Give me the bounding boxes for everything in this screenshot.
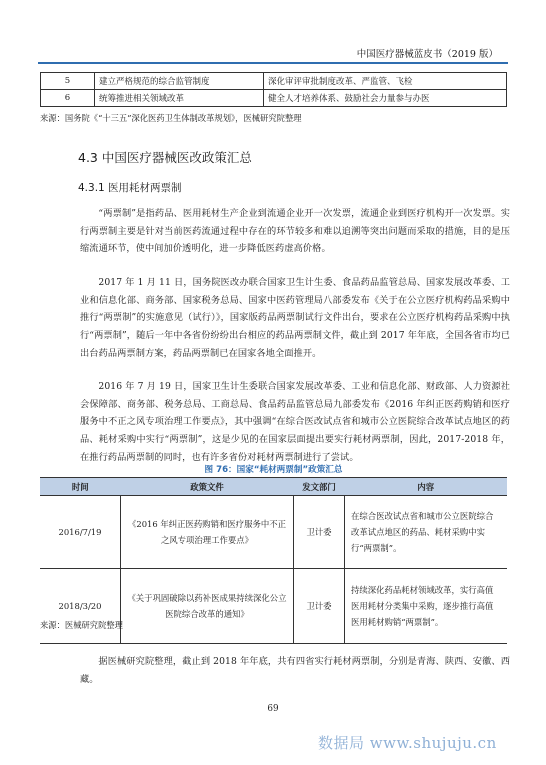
policy-dept: 卫计委 [294,569,345,644]
column-header: 时间 [40,478,121,496]
column-header: 内容 [345,478,508,496]
table-source: 来源：医械研究院整理 [40,620,123,630]
subsection-heading: 4.3.1 医用耗材两票制 [78,182,182,194]
table-row [40,496,507,569]
table-row [40,569,507,644]
policy-dept: 卫计委 [294,496,345,569]
reform-item: 建立严格规范的综合监管制度 [95,73,264,90]
row-number: 6 [41,90,95,107]
reform-table [40,72,507,107]
paragraph-text: 2017 年 1 月 11 日，国务院医改办联合国家卫生计生委、食品药品监管总局、国家发展改革委、工业和信息化部、商务部、国家税务总局、国家中医药管理局八部委发布《关于在公立医疗机构药品采购中推行“两票制”的实施意见（试行）》，国家版药品两票制试行文件出台，要求在公立医疗机构药品采购中执行“两票制”，随后一年中各省份纷纷出台相应的药品两票制文件，截止到 2017 年年底，全国各省市均已出台药品两票制方案，药品两票制已在国家各地全面推开。 [80,277,510,359]
reform-desc: 深化审评审批制度改革、严监管、飞检 [264,73,507,90]
table-source: 来源：国务院《“十三五”深化医药卫生体制改革规划》，医械研究院整理 [40,113,302,123]
section-heading: 4.3 中国医疗器械医改政策汇总 [78,150,252,165]
figure-caption: 图 76：国家“耗材两票制”政策汇总 [204,465,343,475]
row-number: 5 [41,73,95,90]
paragraph [80,205,510,258]
table-row [41,73,507,90]
paragraph [80,378,510,467]
table-header-row [40,478,507,496]
policy-document: 《关于巩固破除以药补医成果持续深化公立医院综合改革的通知》 [121,569,294,644]
reform-item: 统筹推进相关领域改革 [95,90,264,107]
paragraph-text: 2016 年 7 月 19 日，国家卫生计生委联合国家发展改革委、工业和信息化部、财政部、人力资源社会保障部、商务部、税务总局、工商总局、食品药品监管总局九部委发布《2016 年纠正医药购销和医疗服务中不正之风专项治理工作要点》，其中强调“在综合医改试点省和城市公立医院综合改革试点地区的药品、耗材采购中实行“两票制”，这是少见的在国家层面提出要实行耗材两票制，因此，2017-2018 年，在推行药品两票制的同时，也有许多省份对耗材两票制进行了尝试。 [80,381,510,463]
table-row [41,90,507,107]
paragraph [80,274,510,363]
policy-document: 《2016 年纠正医药购销和医疗服务中不正之风专项治理工作要点》 [121,496,294,569]
column-header: 政策文件 [121,478,294,496]
paragraph [80,653,510,688]
column-header: 发文部门 [294,478,345,496]
policy-content: 持续深化药品耗材领域改革，实行高值医用耗材分类集中采购，逐步推行高值医用耗材购销“两票制”。 [345,569,508,644]
policy-content: 在综合医改试点省和城市公立医院综合改革试点地区的药品、耗材采购中实行“两票制”。 [345,496,508,569]
reform-desc: 健全人才培养体系、鼓励社会力量参与办医 [264,90,507,107]
header-rule [38,62,508,64]
paragraph-text: 据医械研究院整理，截止到 2018 年年底，共有四省实行耗材两票制，分别是青海、陕西、安徽、西藏。 [80,656,510,685]
policy-date: 2016/7/19 [40,496,121,569]
page-number: 69 [267,704,279,714]
watermark: 数据局 www.shujuju.cn [318,734,497,752]
running-header: 中国医疗器械蓝皮书（2019 版） [356,49,498,60]
paragraph-text: “两票制”是指药品、医用耗材生产企业到流通企业开一次发票，流通企业到医疗机构开一次发票。实行两票制主要是针对当前医药流通过程中存在的环节较多和难以追溯等突出问题而采取的措施，目的是压缩流通环节，使中间加价透明化，进一步降低医药虚高价格。 [80,208,510,255]
policy-date: 2018/3/20 [40,569,121,644]
